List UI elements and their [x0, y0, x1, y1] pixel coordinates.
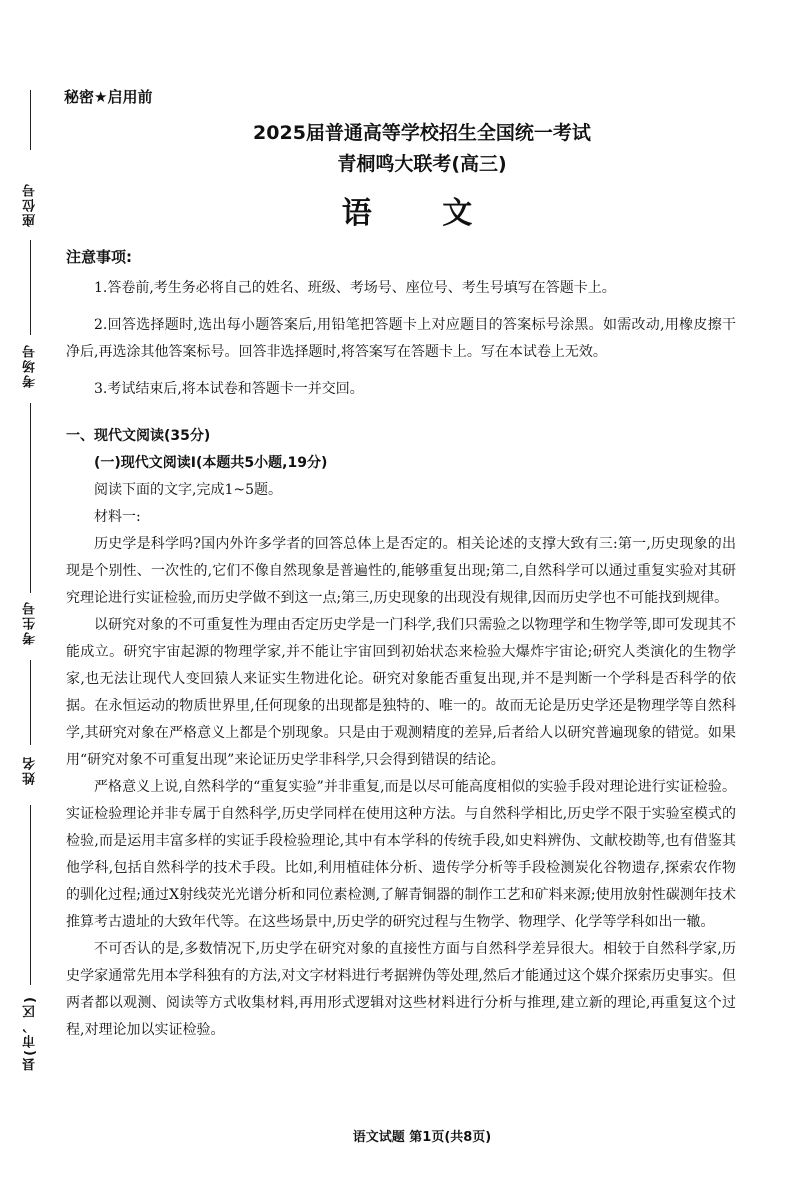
page-footer: 语文试题 第1页(共8页) — [352, 1130, 492, 1145]
main-content — [66, 244, 736, 1044]
note-item: 1.答卷前,考生务必将自己的姓名、班级、考场号、座位号、考生号填写在答题卡上。 — [94, 280, 616, 296]
binding-margin — [16, 90, 46, 1100]
exam-room-label: 考场号 — [23, 343, 38, 388]
exam-title: 2025届普通高等学校招生全国统一考试 — [253, 122, 591, 144]
binding-line — [30, 240, 31, 335]
binding-line — [30, 403, 31, 593]
note-item: 3.考试结束后,将本试卷和答题卡一并交回。 — [94, 381, 364, 397]
passage-paragraph: 严格意义上说,自然科学的“重复实验”并非重复,而是以尽可能高度相似的实验手段对理论进行实证检验。实证检验理论并非专属于自然科学,历史学同样在使用这种方法。与自然科学相比,历史学不限于实验室模式的检验,而是运用丰富多样的实证手段检验理论,其中有本学科的传统手段,如史料辨伪、文献校勘等,也有借鉴其他学科,包括自然科学的技术手段。比如,利用植硅体分析、遗传学分析等手段检测炭化谷物遗存,探索农作物的驯化过程;通过X射线荧光光谱分析和同位素检测,了解青铜器的制作工艺和矿料来源;使用放射性碳测年技术推算考古遗址的大致年代等。在这些场景中,历史学的研究过程与生物学、物理学、化学等学科如出一辙。 — [66, 779, 736, 930]
section-heading: 一、现代文阅读(35分) — [66, 428, 211, 444]
material-label: 材料一: — [94, 509, 141, 525]
exam-id-label: 考生号 — [23, 600, 38, 645]
passage-paragraph: 不可否认的是,多数情况下,历史学在研究对象的直接性方面与自然科学差异很大。相较于自然科学家,历史学家通常先用本学科独有的方法,对文字材料进行考据辨伪等处理,然后才能通过这个媒介探索历史事实。但两者都以观测、阅读等方式收集材料,再用形式逻辑对这些材料进行分析与推理,建立新的理论,再重复这个过程,对理论加以实证检验。 — [66, 941, 736, 1038]
notes-title: 注意事项: — [66, 248, 132, 266]
county-label: 县(市、区) — [23, 995, 38, 1071]
binding-line — [30, 660, 31, 745]
sub-section-heading: (一)现代文阅读Ⅰ(本题共5小题,19分) — [94, 455, 328, 471]
seat-label: 座位号 — [23, 182, 38, 227]
subject-title: 语 文 — [341, 196, 503, 231]
binding-line — [30, 805, 31, 985]
passage-paragraph: 以研究对象的不可重复性为理由否定历史学是一门科学,我们只需验之以物理学和生物学等,即可发现其不能成立。研究宇宙起源的物理学家,并不能让宇宙回到初始状态来检验大爆炸宇宙论;研究人类演化的生物学家,也无法让现代人变回猿人来证实生物进化论。研究对象能否重复出现,并不是判断一个学科是否科学的依据。在永恒运动的物质世界里,任何现象的出现都是独特的、唯一的。故而无论是历史学还是物理学等自然科学,其研究对象在严格意义上都是个别现象。只是由于观测精度的差异,后者给人以研究普遍现象的错觉。如果用“研究对象不可重复出现”来论证历史学非科学,只会得到错误的结论。 — [66, 617, 736, 768]
note-item: 2.回答选择题时,选出每小题答案后,用铅笔把答题卡上对应题目的答案标号涂黑。如需改动,用橡皮擦干净后,再选涂其他答案标号。回答非选择题时,将答案写在答题卡上。写在本试卷上无效。 — [66, 317, 736, 360]
reading-instruction: 阅读下面的文字,完成1~5题。 — [94, 482, 282, 498]
name-label: 姓名 — [23, 755, 38, 785]
passage-paragraph: 历史学是科学吗?国内外许多学者的回答总体上是否定的。相关论述的支撑大致有三:第一,历史现象的出现是个别性、一次性的,它们不像自然现象是普遍性的,能够重复出现;第二,自然科学可以通过重复实验对其研究理论进行实证检验,而历史学做不到这一点;第三,历史现象的出现没有规律,因而历史学也不可能找到规律。 — [66, 536, 736, 606]
secret-mark: 秘密★启用前 — [64, 88, 153, 106]
exam-name: 青桐鸣大联考(高三) — [337, 153, 507, 175]
